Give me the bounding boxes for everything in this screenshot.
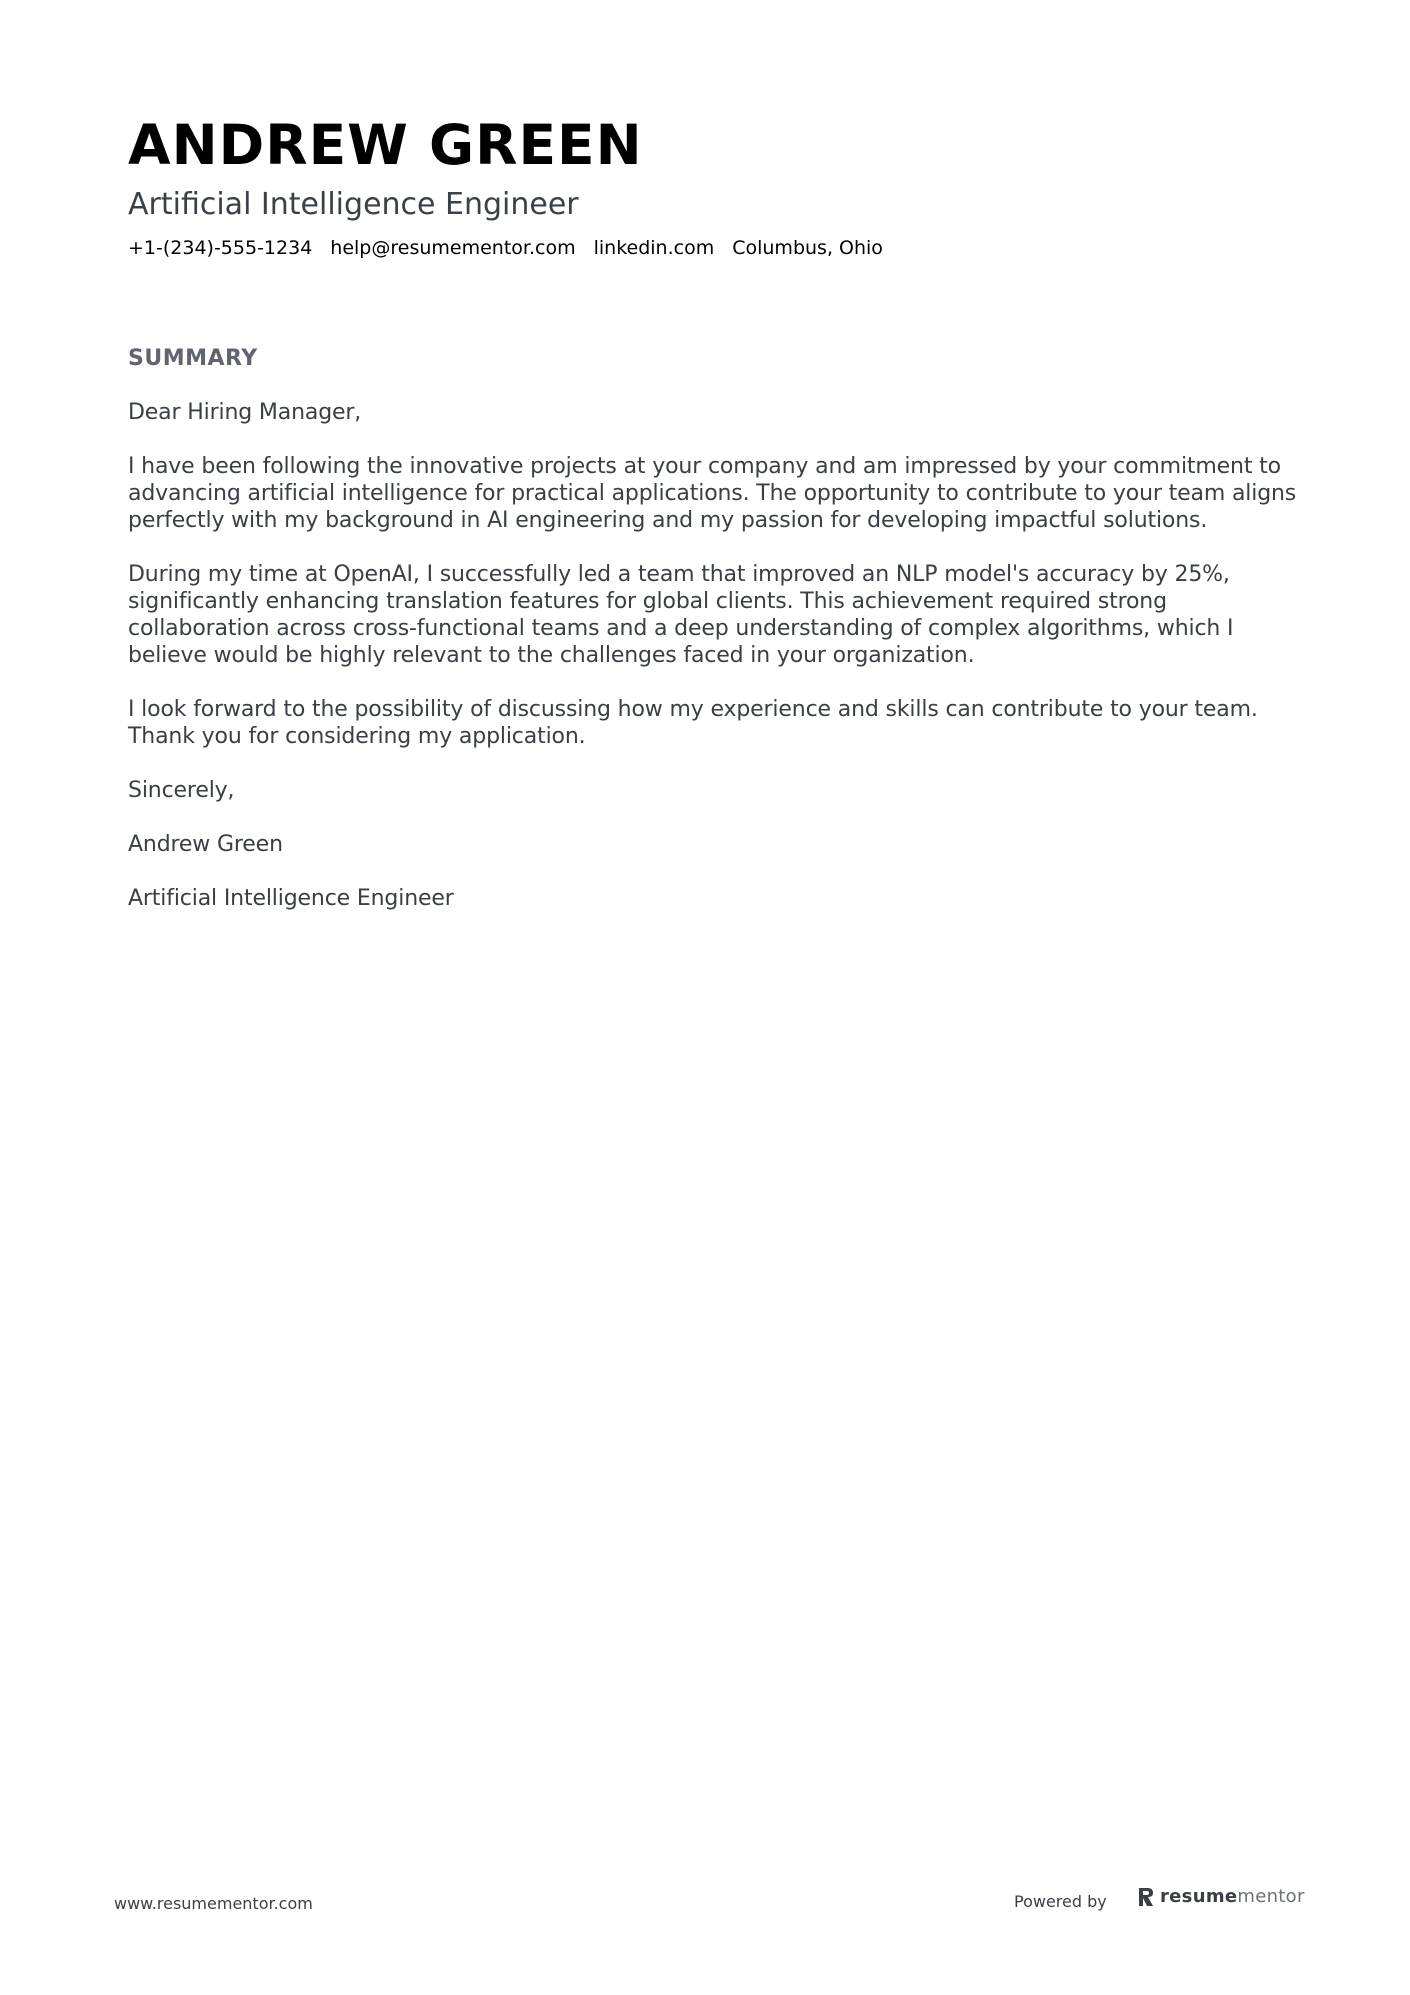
job-title: Artificial Intelligence Engineer: [128, 187, 579, 222]
contact-phone: +1-(234)-555-1234: [128, 237, 313, 259]
brand-name-light: mentor: [1237, 1886, 1305, 1907]
section-heading: SUMMARY: [128, 346, 258, 371]
paragraph: I look forward to the possibility of discussing how my experience and skills can contribute to your team. Thank you for considering my application.: [128, 697, 1258, 749]
closing: Sincerely,: [128, 778, 235, 803]
candidate-name: ANDREW GREEN: [128, 113, 643, 177]
powered-by-label: Powered by: [1014, 1892, 1107, 1911]
brand-name: [1160, 1886, 1305, 1907]
contact-info: [128, 236, 1288, 260]
contact-linkedin: linkedin.com: [593, 237, 715, 259]
contact-email: help@resumementor.com: [330, 237, 576, 259]
brand-name-bold: resume: [1160, 1886, 1238, 1907]
letter-body: [128, 399, 1298, 912]
signature-title: Artificial Intelligence Engineer: [128, 886, 454, 911]
footer-website-link[interactable]: www.resumementor.com: [114, 1894, 313, 1913]
footer: [0, 1880, 1410, 1920]
summary-section: [128, 345, 1298, 939]
header: [128, 112, 1288, 260]
paragraph: I have been following the innovative projects at your company and am impressed by your commitment to advancing artificial intelligence for practical applications. The opportunity to contribute to your team aligns perfectly with my background in AI engineering and my passion for developing impactful solutions.: [128, 454, 1297, 533]
paragraph: During my time at OpenAI, I successfully led a team that improved an NLP model's accuracy by 25%, significantly enhancing translation features for global clients. This achievement required strong collaboration across cross-functional teams and a deep understanding of complex algorithms, which I believe would be highly relevant to the challenges faced in your organization.: [128, 562, 1234, 668]
resumementor-logo-icon: [1138, 1887, 1154, 1907]
greeting: Dear Hiring Manager,: [128, 400, 362, 425]
brand-logo[interactable]: [1138, 1886, 1305, 1907]
signature-name: Andrew Green: [128, 832, 283, 857]
contact-location: Columbus, Ohio: [732, 237, 883, 259]
